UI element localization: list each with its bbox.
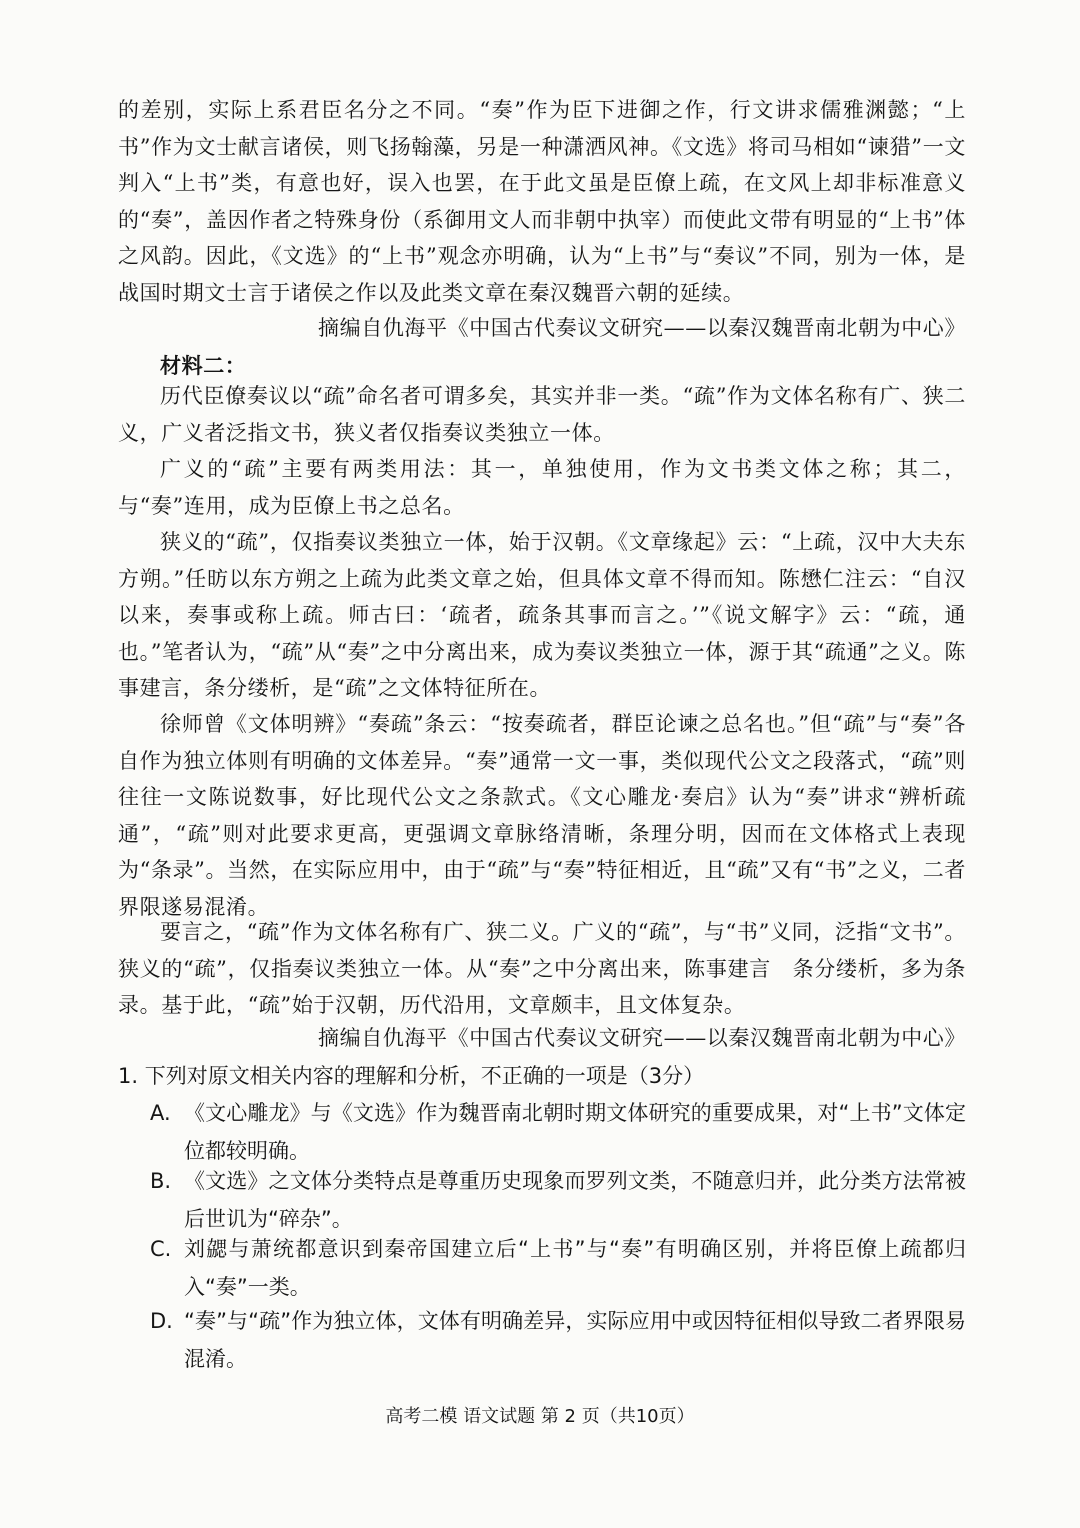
material-two-paragraph-3: 狭义的“疏”，仅指奏议类独立一体，始于汉朝。《文章缘起》云：“上疏，汉中大夫东方朔。”任昉以东方朔之上疏为此类文章之始，但具体文章不得而知。陈懋仁注云：“自汉以来，奏事或称上疏。师古曰：‘疏者，疏条其事而言之。’”《说文解字》云：“疏，通也。”笔者认为，“疏”从“奏”之中分离出来，成为奏议类独立一体，源于其“疏通”之义。陈事建言，条分缕析，是“疏”之文体特征所在。 [118, 530, 966, 700]
option-a [150, 1094, 966, 1170]
page-footer: 高考二模 语文试题 第 2 页（共10页） [385, 1406, 695, 1427]
option-b [150, 1162, 966, 1238]
source-citation-2: 摘编自仇海平《中国古代奏议文研究——以秦汉魏晋南北朝为中心》 [318, 1026, 966, 1050]
option-letter: A. [150, 1101, 171, 1125]
option-text: 《文选》之文体分类特点是尊重历史现象而罗列文类，不随意归并，此分类方法常被后世讥为“碎杂”。 [184, 1169, 966, 1231]
option-text: 《文心雕龙》与《文选》作为魏晋南北朝时期文体研究的重要成果，对“上书”文体定位都较明确。 [184, 1101, 966, 1163]
option-c [150, 1230, 966, 1306]
material-two-paragraph-5: 要言之，“疏”作为文体名称有广、狭二义。广义的“疏”，与“书”义同，泛指“文书”。狭义的“疏”，仅指奏议类独立一体。从“奏”之中分离出来，陈事建言 条分缕析，多为条录。基于此，“疏”始于汉朝，历代沿用，文章颇丰，且文体复杂。 [118, 920, 966, 1017]
question-stem: 1. 下列对原文相关内容的理解和分析，不正确的一项是（3分） [118, 1064, 705, 1088]
material-two-paragraph-2: 广义的“疏”主要有两类用法：其一，单独使用，作为文书类文体之称；其二，与“奏”连用，成为臣僚上书之总名。 [118, 457, 966, 518]
material-two-paragraph-1: 历代臣僚奏议以“疏”命名者可谓多矣，其实并非一类。“疏”作为文体名称有广、狭二义，广义者泛指文书，狭义者仅指奏议类独立一体。 [118, 384, 966, 445]
source-citation-1: 摘编自仇海平《中国古代奏议文研究——以秦汉魏晋南北朝为中心》 [318, 316, 966, 340]
material-two-paragraph-4: 徐师曾《文体明辨》“奏疏”条云：“按奏疏者，群臣论谏之总名也。”但“疏”与“奏”各自作为独立体则有明确的文体差异。“奏”通常一文一事，类似现代公文之段落式，“疏”则往往一文陈说数事，好比现代公文之条款式。《文心雕龙·奏启》认为“奏”讲求“辨析疏通”，“疏”则对此要求更高，更强调文章脉络清晰，条理分明，因而在文体格式上表现为“条录”。当然，在实际应用中，由于“疏”与“奏”特征相近，且“疏”又有“书”之义，二者界限遂易混淆。 [118, 712, 966, 919]
option-d [150, 1302, 966, 1378]
option-letter: D. [150, 1309, 173, 1333]
option-text: “奏”与“疏”作为独立体，文体有明确差异，实际应用中或因特征相似导致二者界限易混淆。 [184, 1309, 966, 1371]
option-text: 刘勰与萧统都意识到秦帝国建立后“上书”与“奏”有明确区别，并将臣僚上疏都归入“奏”一类。 [184, 1237, 966, 1299]
option-letter: C. [150, 1237, 172, 1261]
continuation-paragraph: 的差别，实际上系君臣名分之不同。“奏”作为臣下进御之作，行文讲求儒雅渊懿；“上书”作为文士献言诸侯，则飞扬翰藻，另是一种潇洒风神。《文选》将司马相如“谏猎”一文判入“上书”类，有意也好，误入也罢，在于此文虽是臣僚上疏，在文风上却非标准意义的“奏”，盖因作者之特殊身份（系御用文人而非朝中执宰）而使此文带有明显的“上书”体之风韵。因此，《文选》的“上书”观念亦明确，认为“上书”与“奏议”不同，别为一体，是战国时期文士言于诸侯之作以及此类文章在秦汉魏晋六朝的延续。 [118, 98, 966, 305]
option-letter: B. [150, 1169, 172, 1193]
material-two-heading: 材料二： [160, 353, 247, 378]
